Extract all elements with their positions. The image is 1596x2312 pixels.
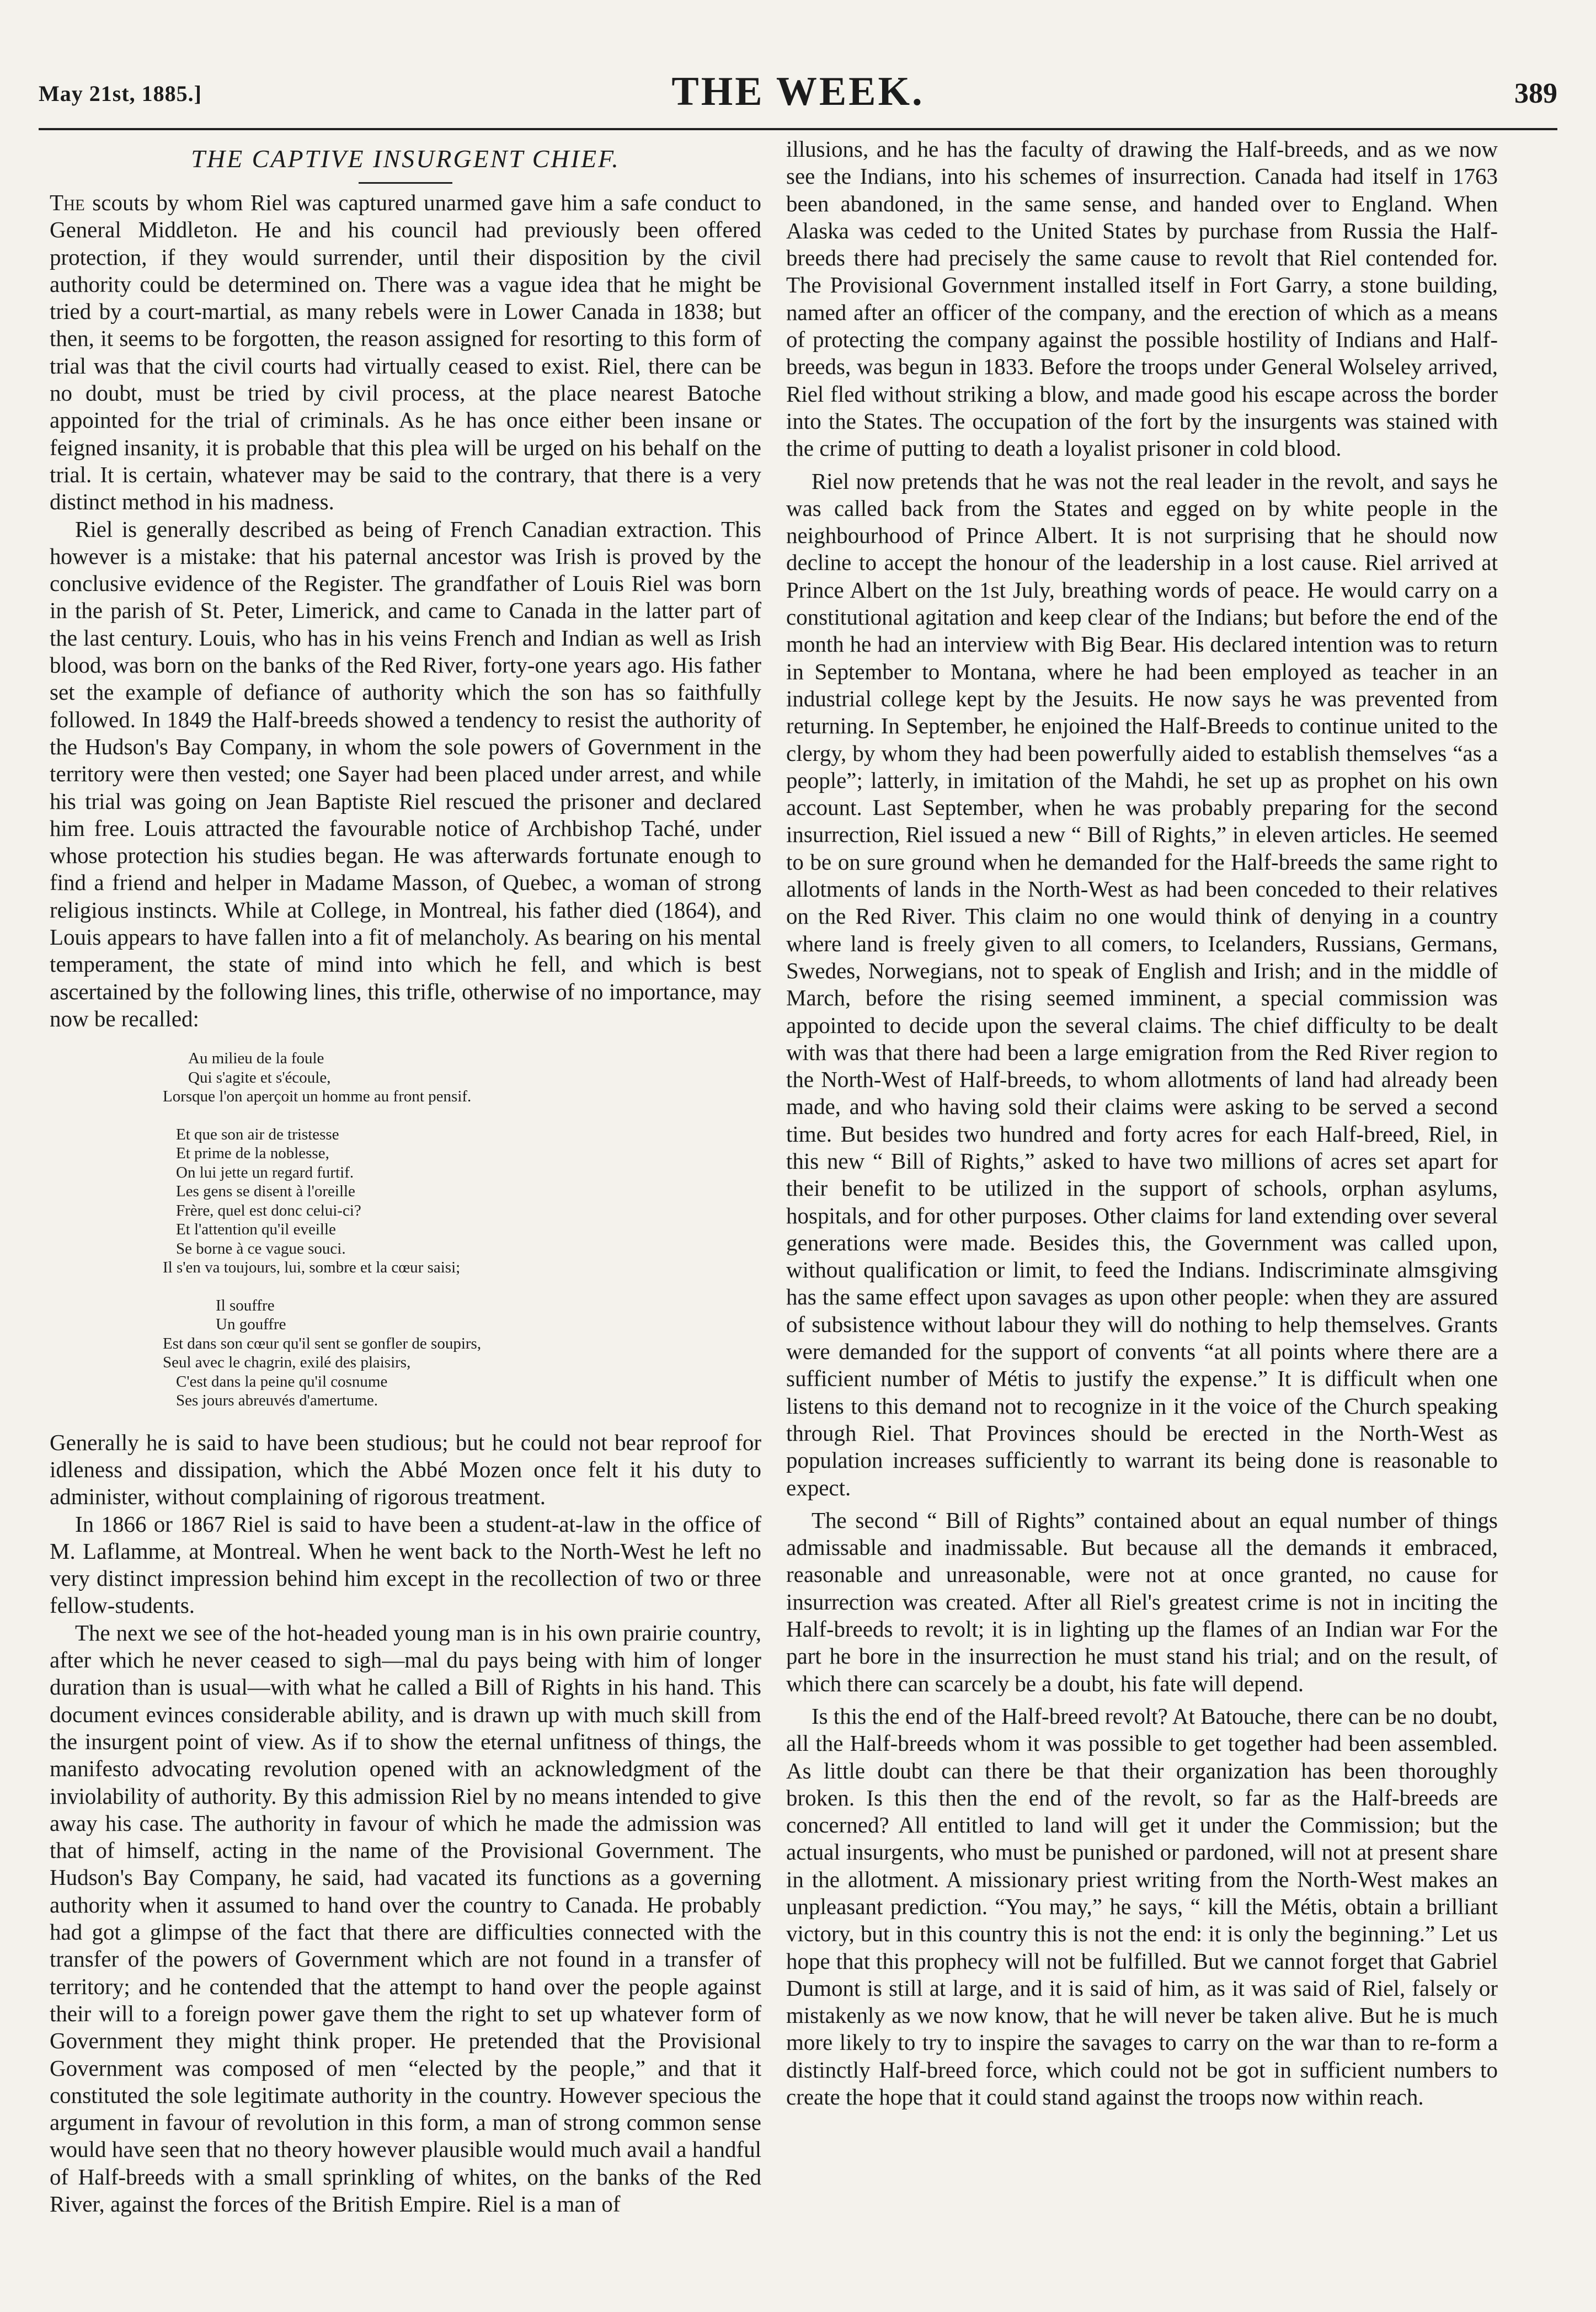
paragraph: Is this the end of the Half-breed revolt? At Batouche, there can be no doubt, all the Half-breeds whom it was possible to get together had been assembled. As little doubt can there be that their organization has been thoroughly broken. Is this then the end of the revolt, so far as the Half-breeds are concerned? All entitled to land will get it under the Commission; but the actual insurgents, who must be punished or pardoned, will not at present share in the allotment. A missionary priest writing from the North-West makes an unpleasant prediction. “You may,” he says, “ kill the Métis, obtain a brilliant victory, but in this country this is not the end: it is only the beginning.” Let us hope that this prophecy will not be fulfilled. But we cannot forget that Gabriel Dumont is still at large, and it is said of him, as it was said of Riel, falsely or mistakenly as we now know, that he will never be taken alive. But he is much more likely to try to inspire the savages to carry on the war than to re-form a distinctly Half-breed force, which could not be got in sufficient numbers to create the hope that it could stand against the troops now within reach.: [786, 1703, 1498, 2110]
poem-line: Qui s'agite et s'écoule,: [188, 1068, 331, 1086]
poem-line: Au milieu de la foule: [188, 1050, 324, 1068]
newspaper-title: THE WEEK.: [671, 69, 925, 114]
title-rule: [359, 182, 452, 184]
issue-date: May 21st, 1885.]: [39, 81, 202, 106]
poem-line: C'est dans la peine qu'il cosnume: [176, 1372, 388, 1391]
header-rule: [39, 128, 1557, 130]
poem-line: Et que son air de tristesse: [176, 1125, 339, 1143]
article-title: THE CAPTIVE INSURGENT CHIEF.: [191, 145, 620, 173]
paragraph: Riel now pretends that he was not the real leader in the revolt, and says he was called back from the States and egged on by white people in the neighbourhood of Prince Albert. It is not surprising that he should now decline to accept the honour of the leadership in a lost cause. Riel arrived at Prince Albert on the 1st July, breathing words of peace. He would carry on a constitutional agitation and keep clear of the Indians; but before the end of the month he had an interview with Big Bear. His declared intention was to return in September to Montana, where he had been employed as teacher in an industrial college kept by the Jesuits. He now says he was prevented from returning. In September, he enjoined the Half-Breeds to continue united to the clergy, by whom they had been powerfully aided to establish themselves “as a people”; latterly, in imitation of the Mahdi, he set up as prophet on his own account. Last September, when he was probably preparing for the second insurrection, Riel issued a new “ Bill of Rights,” in eleven articles. He seemed to be on sure ground when he demanded for the Half-breeds the same right to allotments of lands in the North-West as had been conceded to their relatives on the Red River. This claim no one would think of denying in a country where land is freely given to all comers, to Icelanders, Russians, Germans, Swedes, Norwegians, not to speak of English and Irish; and in the middle of March, before the rising seemed imminent, a special commission was appointed to decide upon the several claims. The chief difficulty to be dealt with was that there had been a large emigration from the Red River region to the North-West of Half-breeds, to whom allotments of land had already been made, and who having sold their claims were asking to be served a second time. But besides two hundred and forty acres for each Half-breed, Riel, in this new “ Bill of Rights,” asked to have two millions of acres set apart for their benefit to be utilized in the support of schools, orphan asylums, hospitals, and for other purposes. Other claims for land extending over several generations were made. Besides this, the Government was called upon, without qualification or limit, to feed the Indians. Indiscriminate almsgiving has the same effect upon savages as upon other people: when they are assured of subsistence without labour they will do nothing to help themselves. Grants were demanded for the support of convents “at all points where there are a sufficient number of Métis to justify the expense.” It is difficult when one listens to this demand not to recognize in it the voice of the Church speaking through Riel. That Provinces should be erected in the North-West as population increases sufficiently to warrant its being done is reasonable to expect.: [786, 468, 1498, 1500]
poem-stanza: [163, 1125, 761, 1277]
poem-line: Et l'attention qu'il eveille: [176, 1221, 336, 1239]
paragraph: In 1866 or 1867 Riel is said to have been a student-at-law in the office of M. Laflamme, at Montreal. When he went back to the North-West he left no very distinct impression behind him except in the recollection of two or three fellow-students.: [50, 1511, 761, 1618]
poem-line: Ses jours abreuvés d'amertume.: [176, 1392, 378, 1410]
poem-line: Et prime de la noblesse,: [176, 1144, 329, 1163]
french-poem: [163, 1049, 761, 1410]
poem-line: Il s'en va toujours, lui, sombre et la cœur saisi;: [163, 1259, 461, 1277]
poem-line: On lui jette un regard furtif.: [176, 1163, 354, 1181]
paragraph: The second “ Bill of Rights” contained about an equal number of things admissable and inadmissable. But because all the demands it embraced, reasonable and unreasonable, were not at once granted, no cause for insurrection was created. After all Riel's greatest crime is not in inciting the Half-breeds to revolt; it is in lighting up the flames of an Indian war For the part he bore in the insurrection he must stand his trial; and on the result, of which there can scarcely be a doubt, his fate will depend.: [786, 1507, 1498, 1696]
poem-line: Un gouffre: [216, 1315, 286, 1334]
poem-line: Est dans son cœur qu'il sent se gonfler de soupirs,: [163, 1334, 482, 1352]
right-column: [786, 136, 1498, 2111]
poem-line: Il souffre: [216, 1296, 275, 1314]
poem-line: Frère, quel est donc celui-ci?: [176, 1201, 361, 1219]
page-number: 389: [1514, 78, 1557, 109]
poem-line: Lorsque l'on aperçoit un homme au front pensif.: [163, 1088, 472, 1106]
poem-stanza: [163, 1296, 761, 1410]
paragraph-text: scouts by whom Riel was captured unarmed gave him a safe conduct to General Middleton. He and his council had previously been offered protection, if they would surrender, until their disposition by the civil authority could be determined on. There was a vague idea that he might be tried by a court-martial, as many rebels were in Lower Canada in 1838; but then, it seems to be forgotten, the reason assigned for resorting to this form of trial was that the civil courts had virtually ceased to exist. Riel, there can be no doubt, must be tried by civil process, at the place nearest Batoche appointed for the trial of criminals. As he has once either been insane or feigned insanity, it is probable that this plea will be urged on his behalf on the trial. It is certain, whatever may be said to the contrary, that there is a very distinct method in his madness.: [50, 190, 762, 515]
poem-line: Les gens se disent à l'oreille: [176, 1182, 355, 1201]
paragraph: The next we see of the hot-headed young man is in his own prairie country, after which he never ceased to sigh—mal du pays being with him of longer duration than is usual—with what he called a Bill of Rights in his hand. This document evinces considerable ability, and is drawn up with much skill from the insurgent point of view. As if to show the eternal unfitness of things, the manifesto advocating revolution opened with an acknowledgment of the inviolability of authority. By this admission Riel by no means intended to give away his case. The authority in favour of which he made the admission was that of himself, acting in the name of the Provisional Government. The Hudson's Bay Company, he said, had vacated its functions as a governing authority when it assumed to hand over the country to Canada. He probably had got a glimpse of the fact that there are difficulties connected with the transfer of the powers of Government which are not found in a transfer of territory; and he contended that the attempt to hand over the people against their will to a foreign power gave them the right to set up whatever form of Government they might think proper. He pretended that the Provisional Government was composed of men “elected by the people,” and that it constituted the sole legitimate authority in the country. However specious the argument in favour of revolution in this form, a man of strong common sense would have seen that no theory however plausible would much avail a handful of Half-breeds with a small sprinkling of whites, on the banks of the Red River, against the forces of the British Empire. Riel is a man of: [50, 1620, 761, 2217]
paragraph: [50, 189, 761, 516]
poem-line: Se borne à ce vague souci.: [176, 1239, 346, 1258]
left-column: [50, 136, 761, 2218]
poem-stanza: [163, 1049, 761, 1106]
masthead: [39, 66, 1557, 127]
paragraph: Riel is generally described as being of French Canadian extraction. This however is a mistake: that his paternal ancestor was Irish is proved by the conclusive evidence of the Register. The grandfather of Louis Riel was born in the parish of St. Peter, Limerick, and came to Canada in the latter part of the last century. Louis, who has in his veins French and Indian as well as Irish blood, was born on the banks of the Red River, forty-one years ago. His father set the example of defiance of authority which the son has so faithfully followed. In 1849 the Half-breeds showed a tendency to resist the authority of the Hudson's Bay Company, in whom the sole powers of Government in the territory were then vested; one Sayer had been placed under arrest, and while his trial was going on Jean Baptiste Riel rescued the prisoner and declared him free. Louis attracted the favourable notice of Archbishop Taché, under whose protection his studies began. He was afterwards fortunate enough to find a friend and helper in Madame Masson, of Quebec, a woman of strong religious instincts. While at College, in Montreal, his father died (1864), and Louis appears to have fallen into a fit of melancholy. As bearing on his mental temperament, the state of mind into which he fell, and which is best ascertained by the following lines, this trifle, otherwise of no importance, may now be recalled:: [50, 516, 761, 1031]
paragraph: Generally he is said to have been studious; but he could not bear reproof for idleness and dissipation, which the Abbé Mozen once felt it his duty to administer, without complaining of rigorous treatment.: [50, 1429, 761, 1510]
drop-word: The: [50, 190, 85, 215]
paragraph: illusions, and he has the faculty of drawing the Half-breeds, and as we now see the Indians, into his schemes of insurrection. Canada had itself in 1763 been abandoned, in the same sense, and handed over to England. When Alaska was ceded to the United States by purchase from Russia the Half-breeds there had precisely the same cause to revolt that Riel contended for. The Provisional Government installed itself in Fort Garry, a stone building, named after an officer of the company, and the erection of which as a means of protecting the company against the possible hostility of Indians and Half-breeds, was begun in 1833. Before the troops under General Wolseley arrived, Riel fled without striking a blow, and made good his escape across the border into the States. The occupation of the fort by the insurgents was stained with the crime of putting to death a loyalist prisoner in cold blood.: [786, 136, 1498, 461]
poem-line: Seul avec le chagrin, exilé des plaisirs,: [163, 1354, 411, 1372]
